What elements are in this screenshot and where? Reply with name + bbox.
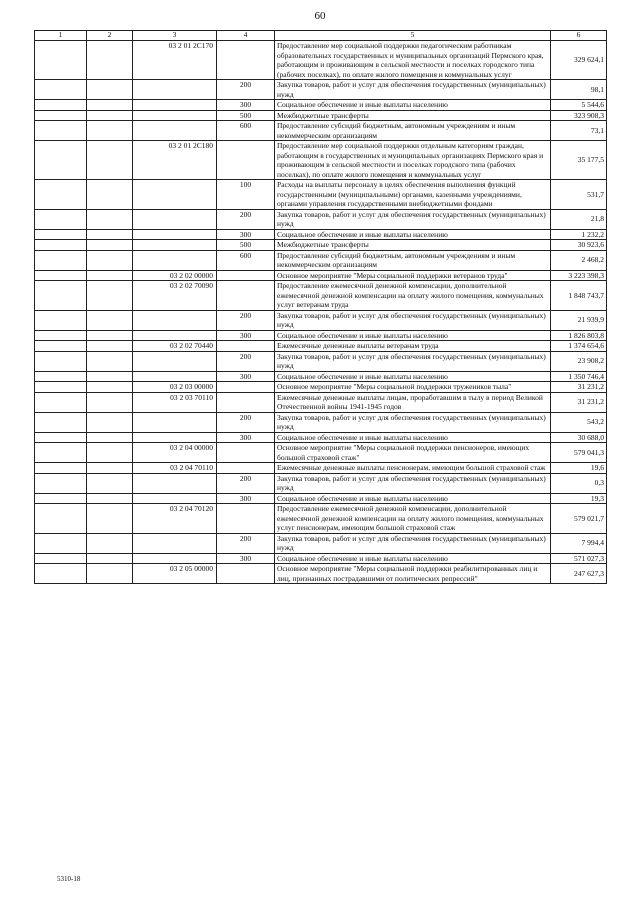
item-name: Социальное обеспечение и иные выплаты населению (275, 432, 551, 443)
cell-col2 (87, 100, 133, 111)
expense-type-code (217, 41, 275, 80)
amount: 73,1 (551, 121, 607, 141)
expense-type-code (217, 270, 275, 281)
cell-col2 (87, 533, 133, 553)
expense-type-code: 600 (217, 250, 275, 270)
column-header: 4 (217, 31, 275, 41)
target-item-code: 03 2 01 2С170 (133, 41, 217, 80)
expense-type-code: 200 (217, 473, 275, 493)
table-row (35, 564, 607, 584)
item-name: Социальное обеспечение и иные выплаты населению (275, 100, 551, 111)
page-number: 60 (314, 10, 326, 22)
cell-col1 (35, 100, 87, 111)
target-item-code (133, 110, 217, 121)
target-item-code: 03 2 02 00000 (133, 270, 217, 281)
amount: 1 350 746,4 (551, 371, 607, 382)
cell-col2 (87, 341, 133, 352)
cell-col2 (87, 443, 133, 463)
table-row (35, 281, 607, 311)
cell-col2 (87, 382, 133, 393)
cell-col2 (87, 240, 133, 251)
cell-col1 (35, 229, 87, 240)
amount: 0,3 (551, 473, 607, 493)
expense-type-code: 200 (217, 209, 275, 229)
cell-col1 (35, 473, 87, 493)
cell-col1 (35, 443, 87, 463)
expense-type-code (217, 141, 275, 180)
amount: 21,8 (551, 209, 607, 229)
cell-col1 (35, 141, 87, 180)
cell-col1 (35, 41, 87, 80)
cell-col1 (35, 564, 87, 584)
expense-type-code: 200 (217, 351, 275, 371)
expense-type-code: 300 (217, 229, 275, 240)
target-item-code (133, 121, 217, 141)
cell-col1 (35, 270, 87, 281)
cell-col1 (35, 392, 87, 412)
target-item-code (133, 310, 217, 330)
table-row (35, 250, 607, 270)
cell-col2 (87, 41, 133, 80)
cell-col1 (35, 281, 87, 311)
item-name: Предоставление субсидий бюджетным, автономным учреждениям и иным некоммерческим организациям (275, 121, 551, 141)
cell-col2 (87, 281, 133, 311)
amount: 19,6 (551, 463, 607, 474)
table-row (35, 392, 607, 412)
table-row (35, 443, 607, 463)
item-name: Расходы на выплаты персоналу в целях обеспечения выполнения функций государственными (муниципальными) органами, казенными учреждениями, органами управления государственными внебюджетными фондами (275, 180, 551, 210)
expense-type-code (217, 341, 275, 352)
item-name: Социальное обеспечение и иные выплаты населению (275, 330, 551, 341)
amount: 21 939,9 (551, 310, 607, 330)
table-row (35, 473, 607, 493)
cell-col1 (35, 209, 87, 229)
cell-col2 (87, 553, 133, 564)
cell-col1 (35, 432, 87, 443)
cell-col2 (87, 463, 133, 474)
target-item-code (133, 533, 217, 553)
item-name: Социальное обеспечение и иные выплаты населению (275, 553, 551, 564)
target-item-code: 03 2 01 2С180 (133, 141, 217, 180)
cell-col1 (35, 240, 87, 251)
expense-type-code: 200 (217, 412, 275, 432)
table-row (35, 533, 607, 553)
item-name: Предоставление мер социальной поддержки педагогическим работникам образовательных государственных и муниципальных организаций Пермского края, работающим и проживающим в сельской местности и поселках городского типа (рабочих поселках), по оплате жилого помещения и коммунальных услуг (275, 41, 551, 80)
expense-type-code: 200 (217, 310, 275, 330)
document-code: 5310-18 (57, 875, 81, 883)
item-name: Ежемесячные денежные выплаты лицам, проработавшим в тылу в период Великой Отечественной войны 1941-1945 годов (275, 392, 551, 412)
cell-col1 (35, 382, 87, 393)
target-item-code (133, 412, 217, 432)
table-row (35, 412, 607, 432)
amount: 31 231,2 (551, 382, 607, 393)
expense-type-code (217, 443, 275, 463)
cell-col1 (35, 110, 87, 121)
cell-col2 (87, 330, 133, 341)
expense-type-code: 300 (217, 330, 275, 341)
target-item-code (133, 180, 217, 210)
target-item-code (133, 209, 217, 229)
target-item-code: 03 2 03 00000 (133, 382, 217, 393)
cell-col1 (35, 533, 87, 553)
amount: 571 027,3 (551, 553, 607, 564)
column-header: 6 (551, 31, 607, 41)
target-item-code (133, 80, 217, 100)
column-header: 5 (275, 31, 551, 41)
column-header: 2 (87, 31, 133, 41)
item-name: Предоставление субсидий бюджетным, автономным учреждениям и иным некоммерческим организациям (275, 250, 551, 270)
item-name: Закупка товаров, работ и услуг для обеспечения государственных (муниципальных) нужд (275, 351, 551, 371)
amount: 1 232,2 (551, 229, 607, 240)
cell-col1 (35, 180, 87, 210)
table-row (35, 504, 607, 534)
expense-type-code: 200 (217, 533, 275, 553)
table-row (35, 493, 607, 504)
cell-col2 (87, 209, 133, 229)
cell-col1 (35, 553, 87, 564)
cell-col2 (87, 392, 133, 412)
expense-type-code (217, 504, 275, 534)
target-item-code (133, 250, 217, 270)
expense-type-code: 600 (217, 121, 275, 141)
target-item-code: 03 2 05 00000 (133, 564, 217, 584)
expense-type-code: 500 (217, 240, 275, 251)
table-row (35, 121, 607, 141)
item-name: Социальное обеспечение и иные выплаты населению (275, 229, 551, 240)
item-name: Ежемесячные денежные выплаты ветеранам труда (275, 341, 551, 352)
cell-col2 (87, 504, 133, 534)
amount: 23 908,2 (551, 351, 607, 371)
table-row (35, 209, 607, 229)
table-row (35, 371, 607, 382)
amount: 579 021,7 (551, 504, 607, 534)
item-name: Межбюджетные трансферты (275, 110, 551, 121)
amount: 98,1 (551, 80, 607, 100)
expense-type-code: 500 (217, 110, 275, 121)
expense-type-code (217, 281, 275, 311)
item-name: Закупка товаров, работ и услуг для обеспечения государственных (муниципальных) нужд (275, 473, 551, 493)
table-row (35, 80, 607, 100)
target-item-code (133, 229, 217, 240)
cell-col2 (87, 80, 133, 100)
expense-type-code (217, 382, 275, 393)
cell-col1 (35, 250, 87, 270)
target-item-code (133, 371, 217, 382)
item-name: Закупка товаров, работ и услуг для обеспечения государственных (муниципальных) нужд (275, 533, 551, 553)
expense-type-code: 300 (217, 100, 275, 111)
cell-col1 (35, 412, 87, 432)
amount: 323 908,3 (551, 110, 607, 121)
target-item-code (133, 240, 217, 251)
target-item-code: 03 2 03 70110 (133, 392, 217, 412)
expense-type-code: 200 (217, 80, 275, 100)
expense-type-code (217, 564, 275, 584)
column-header: 3 (133, 31, 217, 41)
target-item-code (133, 473, 217, 493)
table-row (35, 240, 607, 251)
amount: 3 223 398,3 (551, 270, 607, 281)
cell-col1 (35, 121, 87, 141)
amount: 1 848 743,7 (551, 281, 607, 311)
item-name: Закупка товаров, работ и услуг для обеспечения государственных (муниципальных) нужд (275, 80, 551, 100)
cell-col1 (35, 341, 87, 352)
table-row (35, 341, 607, 352)
expense-type-code (217, 392, 275, 412)
cell-col2 (87, 229, 133, 240)
item-name: Ежемесячные денежные выплаты пенсионерам, имеющим большой страховой стаж (275, 463, 551, 474)
item-name: Социальное обеспечение и иные выплаты населению (275, 493, 551, 504)
item-name: Социальное обеспечение и иные выплаты населению (275, 371, 551, 382)
target-item-code (133, 493, 217, 504)
amount: 2 468,2 (551, 250, 607, 270)
item-name: Основное мероприятие "Меры социальной поддержки реабилитированных лиц и лиц, признанных пострадавшими от политических репрессий" (275, 564, 551, 584)
cell-col1 (35, 463, 87, 474)
amount: 19,3 (551, 493, 607, 504)
amount: 30 923,6 (551, 240, 607, 251)
cell-col2 (87, 432, 133, 443)
cell-col2 (87, 180, 133, 210)
cell-col2 (87, 121, 133, 141)
cell-col2 (87, 110, 133, 121)
amount: 543,2 (551, 412, 607, 432)
cell-col2 (87, 250, 133, 270)
table-row (35, 553, 607, 564)
item-name: Предоставление мер социальной поддержки отдельным категориям граждан, работающим в государственных и муниципальных организациях Пермского края и проживающим в сельской местности и поселках городского типа (рабочих поселках), по оплате жилого помещения и коммунальных услуг (275, 141, 551, 180)
target-item-code (133, 432, 217, 443)
amount: 1 826 803,8 (551, 330, 607, 341)
cell-col2 (87, 351, 133, 371)
target-item-code: 03 2 04 70110 (133, 463, 217, 474)
cell-col2 (87, 141, 133, 180)
cell-col1 (35, 493, 87, 504)
target-item-code: 03 2 04 70120 (133, 504, 217, 534)
cell-col1 (35, 80, 87, 100)
target-item-code (133, 351, 217, 371)
expense-type-code: 300 (217, 371, 275, 382)
expense-type-code: 300 (217, 432, 275, 443)
table-row (35, 270, 607, 281)
table-row (35, 229, 607, 240)
cell-col2 (87, 310, 133, 330)
cell-col2 (87, 371, 133, 382)
cell-col2 (87, 493, 133, 504)
target-item-code (133, 100, 217, 111)
amount: 7 994,4 (551, 533, 607, 553)
budget-table (34, 30, 607, 584)
expense-type-code: 300 (217, 493, 275, 504)
amount: 329 624,1 (551, 41, 607, 80)
item-name: Межбюджетные трансферты (275, 240, 551, 251)
item-name: Закупка товаров, работ и услуг для обеспечения государственных (муниципальных) нужд (275, 209, 551, 229)
table-body (35, 41, 607, 584)
cell-col1 (35, 351, 87, 371)
table-row (35, 141, 607, 180)
table-header-row (35, 31, 607, 41)
table-row (35, 310, 607, 330)
table-row (35, 463, 607, 474)
table-row (35, 180, 607, 210)
target-item-code: 03 2 02 70090 (133, 281, 217, 311)
expense-type-code: 300 (217, 553, 275, 564)
item-name: Основное мероприятие "Меры социальной поддержки ветеранов труда" (275, 270, 551, 281)
item-name: Основное мероприятие "Меры социальной поддержки пенсионеров, имеющих большой страховой стаж" (275, 443, 551, 463)
table-row (35, 100, 607, 111)
expense-type-code (217, 463, 275, 474)
target-item-code: 03 2 04 00000 (133, 443, 217, 463)
table-row (35, 382, 607, 393)
amount: 30 688,0 (551, 432, 607, 443)
cell-col2 (87, 270, 133, 281)
amount: 247 627,3 (551, 564, 607, 584)
cell-col1 (35, 330, 87, 341)
target-item-code (133, 553, 217, 564)
amount: 531,7 (551, 180, 607, 210)
cell-col2 (87, 564, 133, 584)
amount: 35 177,5 (551, 141, 607, 180)
item-name: Основное мероприятие "Меры социальной поддержки тружеников тыла" (275, 382, 551, 393)
table-row (35, 351, 607, 371)
table-row (35, 432, 607, 443)
cell-col2 (87, 473, 133, 493)
table-row (35, 41, 607, 80)
cell-col1 (35, 310, 87, 330)
cell-col1 (35, 371, 87, 382)
item-name: Предоставление ежемесячной денежной компенсации, дополнительной ежемесячной денежной компенсации на оплату жилого помещения, коммунальных услуг пенсионерам, имеющим большой страховой стаж (275, 504, 551, 534)
table-row (35, 110, 607, 121)
item-name: Закупка товаров, работ и услуг для обеспечения государственных (муниципальных) нужд (275, 412, 551, 432)
item-name: Закупка товаров, работ и услуг для обеспечения государственных (муниципальных) нужд (275, 310, 551, 330)
item-name: Предоставление ежемесячной денежной компенсации, дополнительной ежемесячной денежной компенсации на оплату жилого помещения, коммунальных услуг ветеранам труда (275, 281, 551, 311)
cell-col1 (35, 504, 87, 534)
amount: 31 231,2 (551, 392, 607, 412)
column-header: 1 (35, 31, 87, 41)
target-item-code: 03 2 02 70440 (133, 341, 217, 352)
expense-type-code: 100 (217, 180, 275, 210)
amount: 1 374 654,6 (551, 341, 607, 352)
amount: 5 544,6 (551, 100, 607, 111)
target-item-code (133, 330, 217, 341)
table-row (35, 330, 607, 341)
cell-col2 (87, 412, 133, 432)
amount: 579 041,3 (551, 443, 607, 463)
